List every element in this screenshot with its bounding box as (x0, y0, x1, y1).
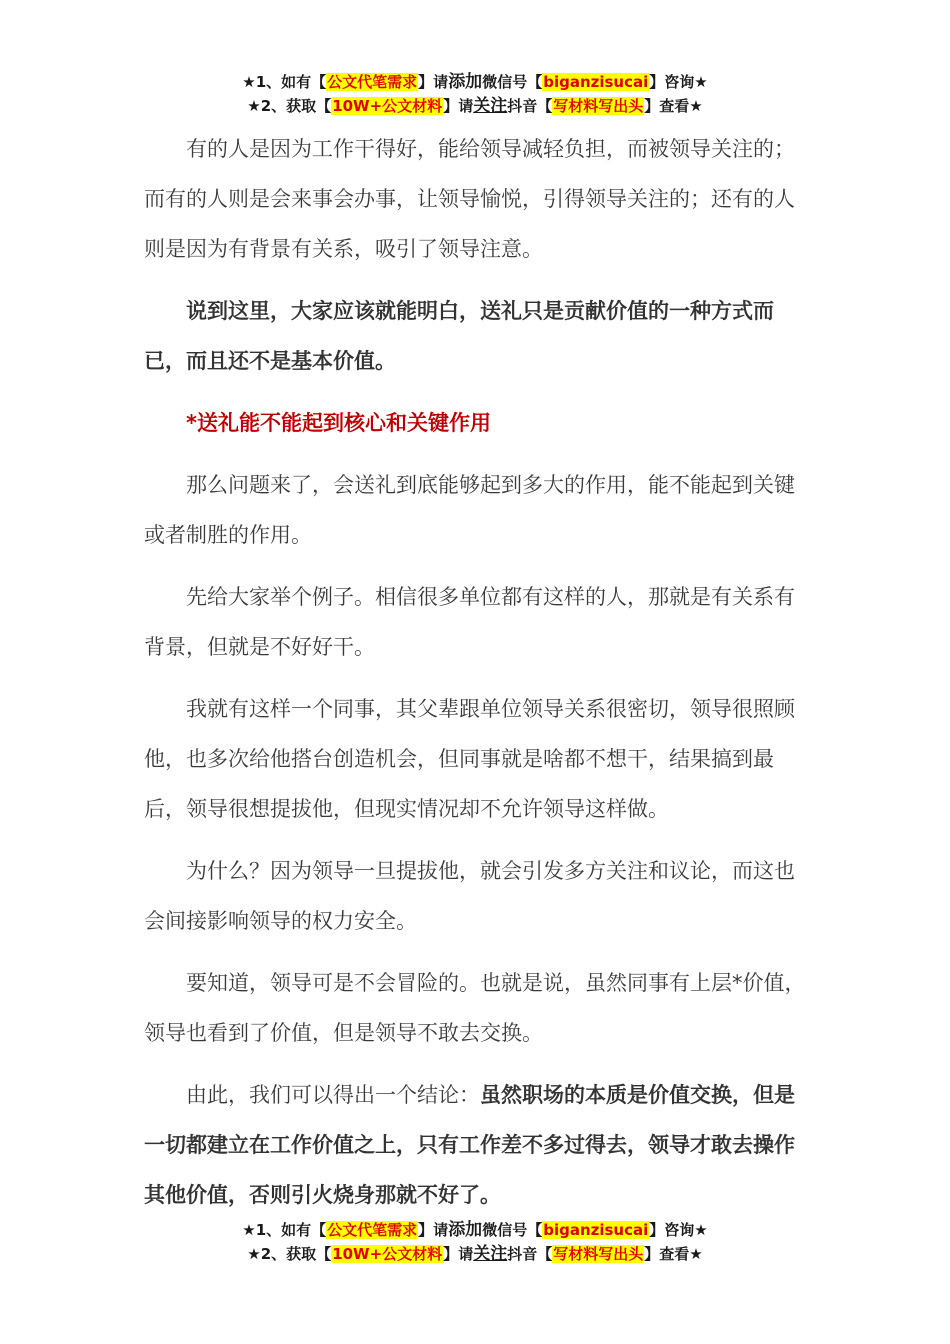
banner-text: 】查看★ (644, 97, 703, 115)
banner-highlight: 公文代笔需求 (327, 73, 418, 91)
conclusion-lead: 由此，我们可以得出一个结论： (186, 1083, 480, 1107)
section-heading: *送礼能不能起到核心和关键作用 (186, 411, 491, 435)
banner-highlight: 10W+公文材料 (332, 97, 443, 115)
paragraph: 我就有这样一个同事，其父辈跟单位领导关系很密切，领导很照顾他，也多次给他搭台创造机会，但同事就是啥都不想干，结果搞到最后，领导很想提拔他，但现实情况却不允许领导这样做。 (144, 697, 795, 821)
paragraph: 为什么？因为领导一旦提拔他，就会引发多方关注和议论，而这也会间接影响领导的权力安全。 (144, 859, 795, 933)
banner-line-2 (0, 1242, 950, 1266)
banner-text: 微信号【 (482, 73, 543, 91)
banner-text: 关注 (473, 1244, 508, 1264)
banner-highlight: 10W+公文材料 (332, 1245, 443, 1263)
banner-text: 】请 (443, 97, 474, 115)
banner-text: ★2、获取【 (247, 1245, 332, 1263)
banner-text: 关注 (473, 96, 508, 116)
banner-text: 】咨询★ (649, 1221, 708, 1239)
conclusion-bold: 虽然职场的本质是价值交换，但是一切都建立在工作价值之上，只有工作差不多过得去，领导才敢去操作其他价值，否则引火烧身那就不好了。 (144, 1083, 795, 1207)
banner-text: 】请 (418, 73, 449, 91)
banner-text: ★2、获取【 (247, 97, 332, 115)
article-body (144, 124, 808, 1232)
banner-line-1 (0, 1218, 950, 1242)
banner-highlight: 写材料写出头 (553, 1245, 644, 1263)
banner-text: 抖音【 (507, 1245, 553, 1263)
banner-line-1 (0, 70, 950, 94)
banner-highlight: biganzisucai (543, 1221, 649, 1239)
banner-highlight: 公文代笔需求 (327, 1221, 418, 1239)
paragraph: 那么问题来了，会送礼到底能够起到多大的作用，能不能起到关键或者制胜的作用。 (144, 473, 795, 547)
banner-text: 微信号【 (482, 1221, 543, 1239)
banner-text: 抖音【 (507, 97, 553, 115)
paragraph-conclusion (144, 1070, 808, 1220)
banner-text: 】请 (418, 1221, 449, 1239)
paragraph-bold: 说到这里，大家应该就能明白，送礼只是贡献价值的一种方式而已，而且还不是基本价值。 (144, 299, 774, 373)
banner-highlight: biganzisucai (543, 73, 649, 91)
paragraph: 先给大家举个例子。相信很多单位都有这样的人，那就是有关系有背景，但就是不好好干。 (144, 585, 795, 659)
banner-text: ★1、如有【 (242, 1221, 327, 1239)
banner-text: ★1、如有【 (242, 73, 327, 91)
header-banner (0, 70, 950, 118)
banner-highlight: 写材料写出头 (553, 97, 644, 115)
banner-text: 添加 (448, 1220, 483, 1240)
banner-text: 】查看★ (644, 1245, 703, 1263)
banner-text: 】请 (443, 1245, 474, 1263)
paragraph: 要知道，领导可是不会冒险的。也就是说，虽然同事有上层*价值，领导也看到了价值，但是领导不敢去交换。 (144, 971, 806, 1045)
footer-banner (0, 1218, 950, 1266)
banner-text: 添加 (448, 72, 483, 92)
banner-text: 】咨询★ (649, 73, 708, 91)
paragraph: 有的人是因为工作干得好，能给领导减轻负担，而被领导关注的；而有的人则是会来事会办事，让领导愉悦，引得领导关注的；还有的人则是因为有背景有关系，吸引了领导注意。 (144, 137, 795, 261)
banner-line-2 (0, 94, 950, 118)
